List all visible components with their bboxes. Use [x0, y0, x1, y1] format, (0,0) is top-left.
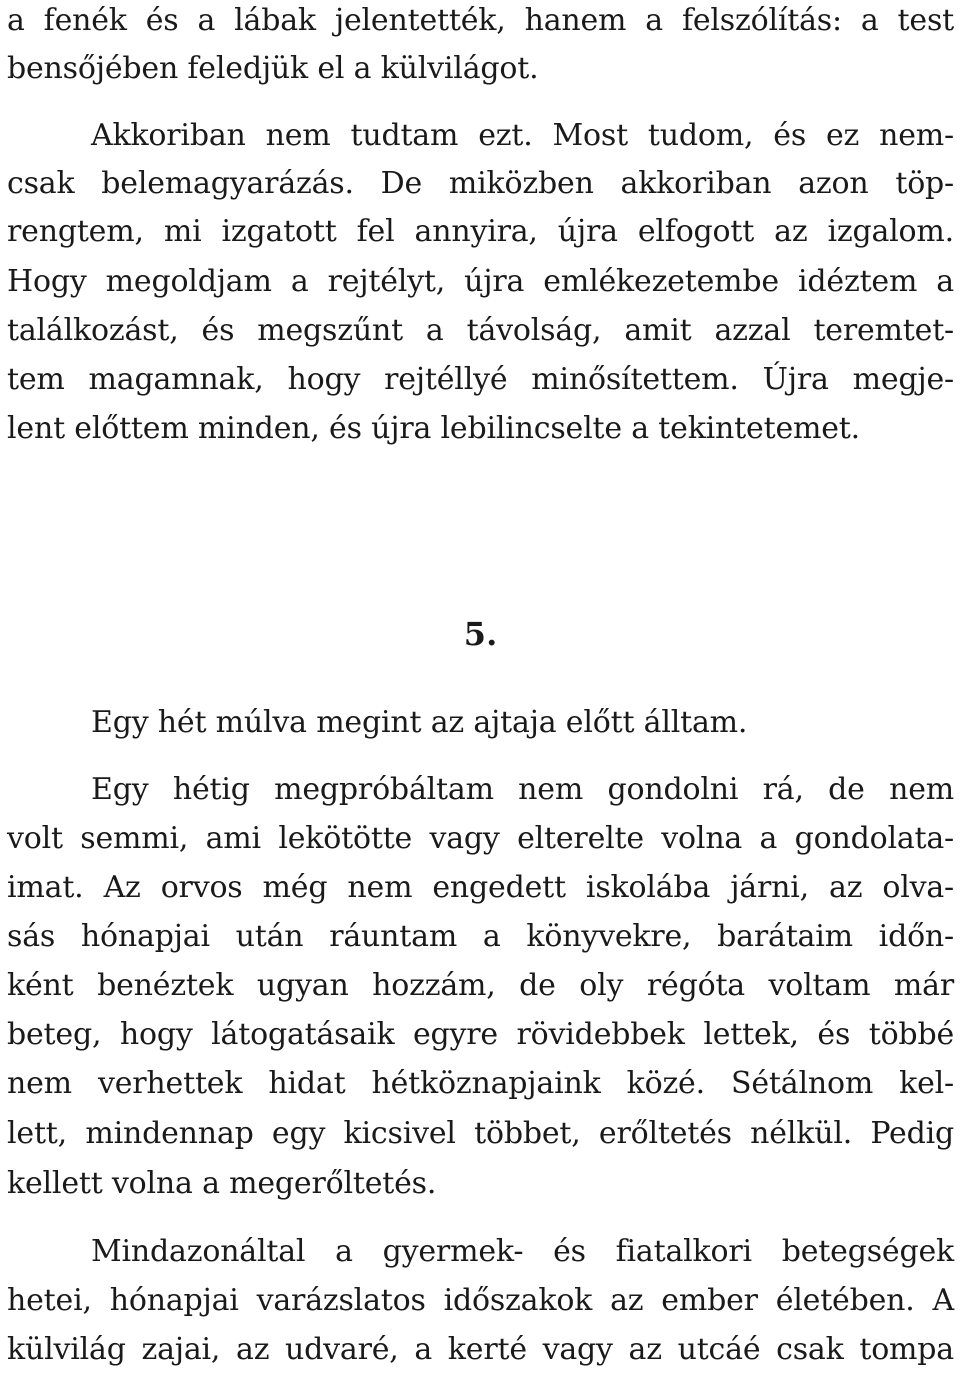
text-line: lent előttem minden, és újra lebilincselte a tekintetemet.: [7, 411, 860, 446]
text-line: találkozást, és megszűnt a távolság, amit azzal teremtet-: [7, 313, 954, 348]
text-line: bensőjében feledjük el a külvilágot.: [7, 51, 539, 86]
text-line: kellett volna a megerőltetés.: [7, 1166, 437, 1201]
text-line: sás hónapjai után ráuntam a könyvekre, barátaim időn-: [7, 919, 954, 954]
text-line: Hogy megoldjam a rejtélyt, újra emlékezetembe idéztem a: [7, 264, 954, 299]
text-line: hetei, hónapjai varázslatos időszakok az ember életében. A: [7, 1283, 954, 1318]
text-line: Egy hétig megpróbáltam nem gondolni rá, de nem: [91, 772, 954, 807]
text-line: csak belemagyarázás. De miközben akkoriban azon töp-: [7, 166, 954, 201]
text-line: Mindazonáltal a gyermek- és fiatalkori betegségek: [91, 1234, 954, 1269]
text-line: külvilág zajai, az udvaré, a kerté vagy az utcáé csak tompa: [7, 1332, 954, 1367]
text-line: lett, mindennap egy kicsivel többet, erőltetés nélkül. Pedig: [7, 1116, 954, 1151]
text-line: imat. Az orvos még nem engedett iskolába járni, az olva-: [7, 870, 954, 905]
text-line: ként benéztek ugyan hozzám, de oly régóta voltam már: [7, 968, 954, 1003]
text-line: volt semmi, ami lekötötte vagy elterelte volna a gondolata-: [7, 821, 954, 856]
text-line: rengtem, mi izgatott fel annyira, újra elfogott az izgalom.: [7, 214, 954, 249]
text-line: nem verhettek hidat hétköznapjaink közé. Sétálnom kel-: [7, 1066, 954, 1101]
text-line: Akkoriban nem tudtam ezt. Most tudom, és ez nem-: [91, 118, 954, 153]
chapter-number: 5.: [463, 615, 498, 653]
text-line: a fenék és a lábak jelentették, hanem a felszólítás: a test: [7, 3, 954, 38]
text-line: tem magamnak, hogy rejtéllyé minősítettem. Újra megje-: [7, 362, 954, 397]
text-line: Egy hét múlva megint az ajtaja előtt álltam.: [91, 705, 748, 740]
text-line: beteg, hogy látogatásaik egyre rövidebbek lettek, és többé: [7, 1017, 954, 1052]
